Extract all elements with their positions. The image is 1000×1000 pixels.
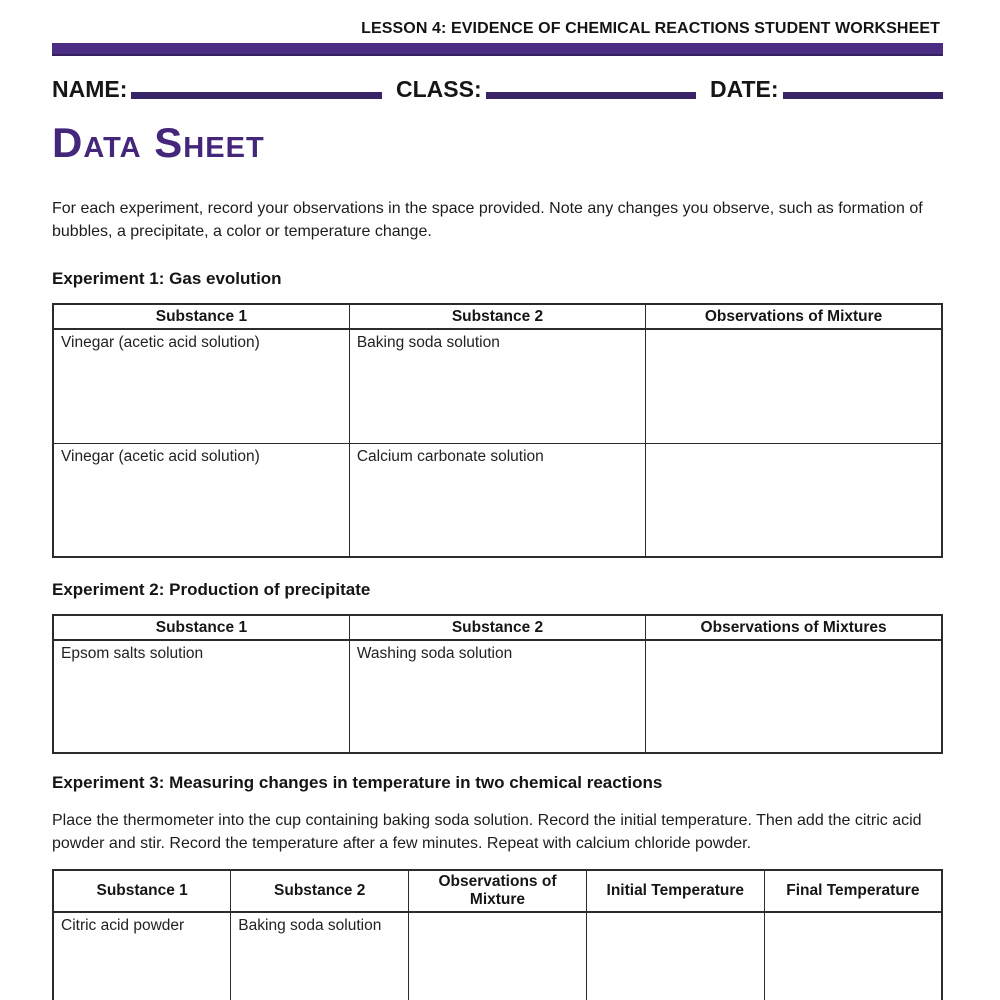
experiment-3-table — [52, 869, 943, 1000]
column-header-observations: Observations of Mixture — [646, 304, 942, 329]
observations-cell — [646, 443, 942, 557]
column-header-initial-temperature: Initial Temperature — [586, 870, 764, 912]
student-info-row — [52, 78, 943, 101]
substance-2-cell: Baking soda solution — [349, 329, 645, 443]
lesson-header-title: LESSON 4: EVIDENCE OF CHEMICAL REACTIONS STUDENT WORKSHEET — [361, 20, 940, 37]
column-header-observations: Observations of Mixtures — [646, 615, 942, 640]
experiment-2-heading: Experiment 2: Production of precipitate — [52, 580, 371, 600]
experiment-3-instructions: Place the thermometer into the cup containing baking soda solution. Record the initial temperature. Then add the citric acid powder and stir. Record the temperature after a few minutes. Repeat with calcium chloride powder. — [52, 812, 922, 853]
substance-1-cell: Epsom salts solution — [53, 640, 349, 753]
class-label: CLASS: — [396, 76, 482, 102]
table-header-row — [53, 870, 942, 912]
table-row — [53, 912, 942, 1000]
table-header-row — [53, 615, 942, 640]
page-title: Data Sheet — [52, 119, 265, 166]
substance-1-cell: Citric acid powder — [53, 912, 231, 1000]
table-row — [53, 640, 942, 753]
substance-2-cell: Calcium carbonate solution — [349, 443, 645, 557]
name-blank-line — [131, 92, 382, 99]
column-header-substance-2: Substance 2 — [231, 870, 409, 912]
observations-cell — [409, 912, 587, 1000]
name-label: NAME: — [52, 76, 128, 102]
initial-temperature-cell — [586, 912, 764, 1000]
final-temperature-cell — [764, 912, 942, 1000]
column-header-final-temperature: Final Temperature — [764, 870, 942, 912]
name-field — [52, 78, 382, 101]
observations-cell — [646, 329, 942, 443]
experiment-2-table — [52, 614, 943, 754]
substance-1-cell: Vinegar (acetic acid solution) — [53, 329, 349, 443]
column-header-observations: Observations of Mixture — [409, 870, 587, 912]
observations-cell — [646, 640, 942, 753]
experiment-3-heading: Experiment 3: Measuring changes in temperature in two chemical reactions — [52, 773, 663, 793]
date-blank-line — [783, 92, 943, 99]
date-field — [710, 78, 943, 101]
header-accent-bar — [52, 43, 943, 56]
experiment-1-heading: Experiment 1: Gas evolution — [52, 269, 282, 289]
column-header-substance-2: Substance 2 — [349, 615, 645, 640]
experiment-1-table — [52, 303, 943, 558]
date-label: DATE: — [710, 76, 779, 102]
substance-1-cell: Vinegar (acetic acid solution) — [53, 443, 349, 557]
table-header-row — [53, 304, 942, 329]
intro-paragraph: For each experiment, record your observations in the space provided. Note any changes you observe, such as formation of bubbles, a precipitate, a color or temperature change. — [52, 200, 923, 241]
substance-2-cell: Washing soda solution — [349, 640, 645, 753]
table-row — [53, 329, 942, 443]
table-row — [53, 443, 942, 557]
class-blank-line — [486, 92, 696, 99]
substance-2-cell: Baking soda solution — [231, 912, 409, 1000]
column-header-substance-1: Substance 1 — [53, 615, 349, 640]
column-header-substance-2: Substance 2 — [349, 304, 645, 329]
class-field — [396, 78, 696, 101]
column-header-substance-1: Substance 1 — [53, 870, 231, 912]
column-header-substance-1: Substance 1 — [53, 304, 349, 329]
